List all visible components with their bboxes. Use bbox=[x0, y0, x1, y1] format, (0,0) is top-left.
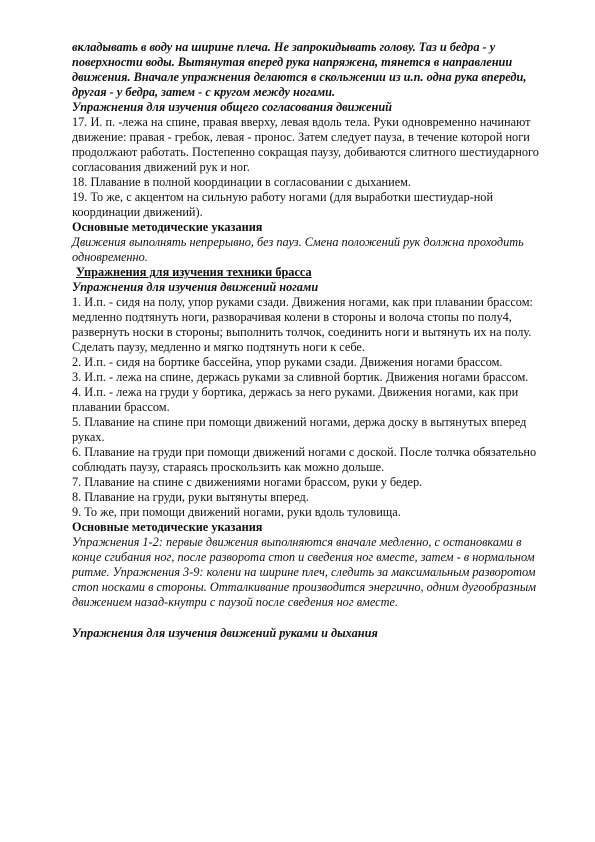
legs-heading: Упражнения для изучения движений ногами bbox=[72, 280, 319, 294]
methodical-notes-heading: Основные методические указания bbox=[72, 220, 263, 234]
list-item: 18. Плавание в полной координации в согласовании с дыханием. bbox=[72, 175, 412, 189]
list-item: 1. И.п. - сидя на полу, упор руками сзади. Движения ногами, как при плавании брассом: медленно подтянуть ноги, разворачивая колени в стороны и волоча стопы по полу4, развернуть носки в стороны; выполнить толчок, соединить ноги и вытянуть их на полу. Сделать паузу, медленно и мягко подтянуть ноги к себе. bbox=[72, 295, 533, 354]
coordination-heading: Упражнения для изучения общего согласования движений bbox=[72, 100, 392, 114]
list-item: 19. То же, с акцентом на сильную работу ногами (для выработки шестиудар-ной координации движений). bbox=[72, 190, 494, 219]
list-item: 4. И.п. - лежа на груди у бортика, держась за него руками. Движения ногами, как при плавании брассом. bbox=[72, 385, 519, 414]
list-item: 5. Плавание на спине при помощи движений ногами, держа доску в вытянутых вперед руках. bbox=[72, 415, 527, 444]
methodical-notes-text: Движения выполнять непрерывно, без пауз. Смена положений рук должна проходить одновременно. bbox=[72, 235, 524, 264]
list-item: 8. Плавание на груди, руки вытянуты вперед. bbox=[72, 490, 309, 504]
list-item: 6. Плавание на груди при помощи движений ногами с доской. После толчка обязательно соблюдать паузу, стараясь проскользить как можно дольше. bbox=[72, 445, 537, 474]
list-item: 2. И.п. - сидя на бортике бассейна, упор руками сзади. Движения ногами брассом. bbox=[72, 355, 503, 369]
arms-breathing-heading: Упражнения для изучения движений руками и дыхания bbox=[72, 626, 378, 640]
list-item: 7. Плавание на спине с движениями ногами брассом, руки у бедер. bbox=[72, 475, 423, 489]
list-item: 17. И. п. -лежа на спине, правая вверху, левая вдоль тела. Руки одновременно начинают движение: правая - гребок, левая - пронос. Затем следует пауза, в течение которой ноги продолжают работать. Постепенно сокращая паузу, добиваются слитного шестиударного согласования движений рук и ног. bbox=[72, 115, 539, 174]
methodical-notes-heading: Основные методические указания bbox=[72, 520, 263, 534]
methodical-notes-text: Упражнения 1-2: первые движения выполняются вначале медленно, с остановками в конце сгибания ног, после разворота стоп и сведения ног вместе, затем - в нормальном ритме. Упражнения 3-9: колени на ширине плеч, следить за максимальным разворотом стоп носками в стороны. Отталкивание производится энергично, одним дугообразным движением назад-кнутри с паузой после сведения ног вместе. bbox=[72, 535, 537, 609]
list-item: 3. И.п. - лежа на спине, держась руками за сливной бортик. Движения ногами брассом. bbox=[72, 370, 529, 384]
spacer bbox=[72, 610, 550, 626]
breaststroke-title: Упражнения для изучения техники брасса bbox=[76, 265, 312, 279]
intro-paragraph: вкладывать в воду на ширине плеча. Не запрокидывать голову. Таз и бедра - у поверхности воды. Вытянутая вперед рука напряжена, тянется в направлении движения. Вначале упражнения делаются в скольжении из и.п. одна рука впереди, другая - у бедра, затем - с кругом между ногами. bbox=[72, 40, 527, 99]
document-page bbox=[72, 40, 550, 641]
list-item: 9. То же, при помощи движений ногами, руки вдоль туловища. bbox=[72, 505, 401, 519]
